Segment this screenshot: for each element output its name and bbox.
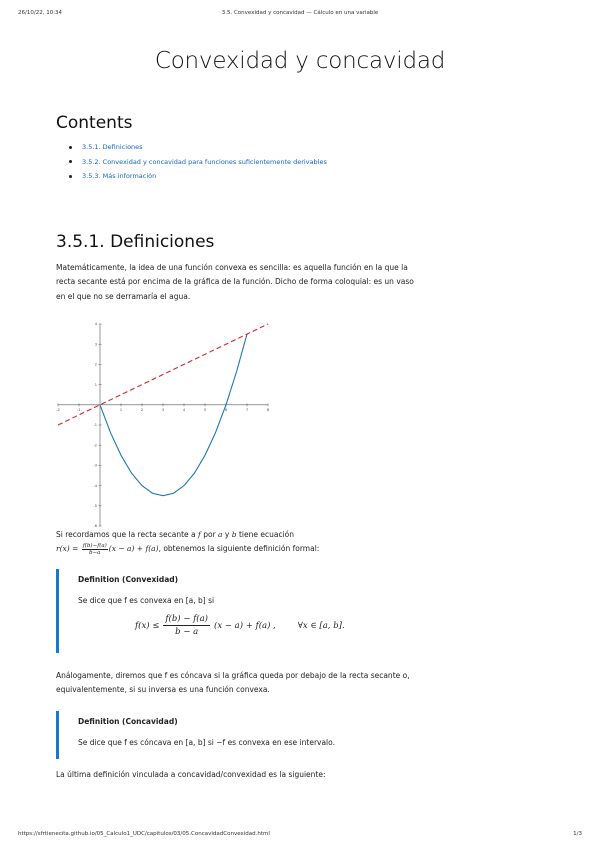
convexity-formula xyxy=(135,614,345,637)
y-tick-label: -6 xyxy=(93,524,97,529)
formula-condition: ∀x ∈ [a, b]. xyxy=(297,620,345,631)
formula-rhs: (x − a) + f(a) , xyxy=(214,620,276,631)
y-tick-label: 4 xyxy=(94,322,97,327)
toc-link-derivables[interactable]: 3.5.2. Convexidad y concavidad para funciones suficientemente derivables xyxy=(56,155,327,170)
y-tick-label: 3 xyxy=(94,342,97,347)
secant-text-3: y xyxy=(224,530,230,539)
definition-title: Definition (Convexidad) xyxy=(78,575,179,584)
closing-paragraph: La última definición vinculada a concavidad/convexidad es la siguiente: xyxy=(56,770,326,779)
function-curve xyxy=(100,334,247,495)
x-tick-label: 1 xyxy=(119,407,123,412)
secant-text-4: tiene ecuación xyxy=(238,530,294,539)
formula-denominator: b − a xyxy=(175,627,199,637)
definition-convexidad xyxy=(56,569,405,653)
secant-b: b xyxy=(231,530,237,539)
table-of-contents xyxy=(56,140,327,184)
contents-heading: Contents xyxy=(56,113,133,133)
secant-equation-denominator: b−a xyxy=(89,549,101,556)
x-tick-label: 6 xyxy=(224,407,228,412)
secant-a: a xyxy=(218,530,223,539)
toc-link-mas-informacion[interactable]: 3.5.3. Más información xyxy=(56,169,327,184)
y-tick-label: -5 xyxy=(93,504,97,508)
convexity-chart xyxy=(54,320,274,530)
definition-body: Se dice que f es convexa en [a, b] si xyxy=(78,596,215,605)
toc-link-definiciones[interactable]: 3.5.1. Definiciones xyxy=(56,140,327,155)
x-tick-label: 3 xyxy=(161,407,165,412)
y-tick-label: 1 xyxy=(94,382,97,387)
secant-text-1: Si recordamos que la recta secante a xyxy=(56,530,196,539)
chart-ticks xyxy=(56,322,269,528)
x-tick-label: 8 xyxy=(266,407,270,412)
secant-equation-lhs: r(x) = xyxy=(56,544,79,554)
secant-equation-fraction xyxy=(82,543,108,556)
intro-paragraph: Matemáticamente, la idea de una función convexa es sencilla: es aquella función en la que la recta secante está por encima de la gráfica de la función. Dicho de forma coloquial: es un vaso en el que no se derramaría el agua. xyxy=(56,263,414,301)
definition-body: Se dice que f es cóncava en [a, b] si −f es convexa en ese intervalo. xyxy=(78,738,335,747)
y-tick-label: 2 xyxy=(94,362,97,367)
y-tick-label: -3 xyxy=(93,463,97,468)
secant-f: f xyxy=(198,530,201,539)
secant-text-2: por xyxy=(203,530,216,539)
formula-numerator: f(b) − f(a) xyxy=(165,614,208,624)
print-url: https://sfrtienecita.github.io/05_Calculo1_UDC/capitulos/03/05.ConcavidadConvexidad.html xyxy=(18,831,270,837)
print-date: 26/10/22, 10:34 xyxy=(18,10,63,16)
print-title: 3.5. Convexidad y concavidad — Cálculo en una variable xyxy=(221,10,379,16)
y-tick-label: -4 xyxy=(93,483,97,488)
page-title: Convexidad y concavidad xyxy=(154,48,446,74)
x-tick-label: -2 xyxy=(56,407,60,412)
x-tick-label: 4 xyxy=(182,407,186,412)
section-title: 3.5.1. Definiciones xyxy=(56,232,215,252)
formula-fraction xyxy=(163,614,210,637)
x-tick-label: -1 xyxy=(77,407,81,412)
y-tick-label: -1 xyxy=(93,423,97,428)
secant-equation-after: , obtenemos la siguiente definición formal: xyxy=(158,544,320,554)
x-tick-label: 2 xyxy=(140,407,144,412)
concavity-paragraph: Análogamente, diremos que f es cóncava si la gráfica queda por debajo de la recta secante o, equivalentemente, si su inversa es una función convexa. xyxy=(56,671,410,695)
x-tick-label: 7 xyxy=(245,407,249,412)
secant-paragraph xyxy=(56,528,416,557)
print-page-number: 1/3 xyxy=(573,831,582,837)
x-tick-label: 5 xyxy=(203,407,207,412)
y-tick-label: -2 xyxy=(93,443,97,448)
secant-equation-rhs: (x − a) + f(a) xyxy=(108,544,159,554)
definition-title: Definition (Concavidad) xyxy=(78,717,178,726)
formula-lhs: f(x) ≤ xyxy=(135,620,160,631)
definition-concavidad xyxy=(56,711,405,759)
secant-equation-numerator: f(b)−f(a) xyxy=(82,542,107,549)
